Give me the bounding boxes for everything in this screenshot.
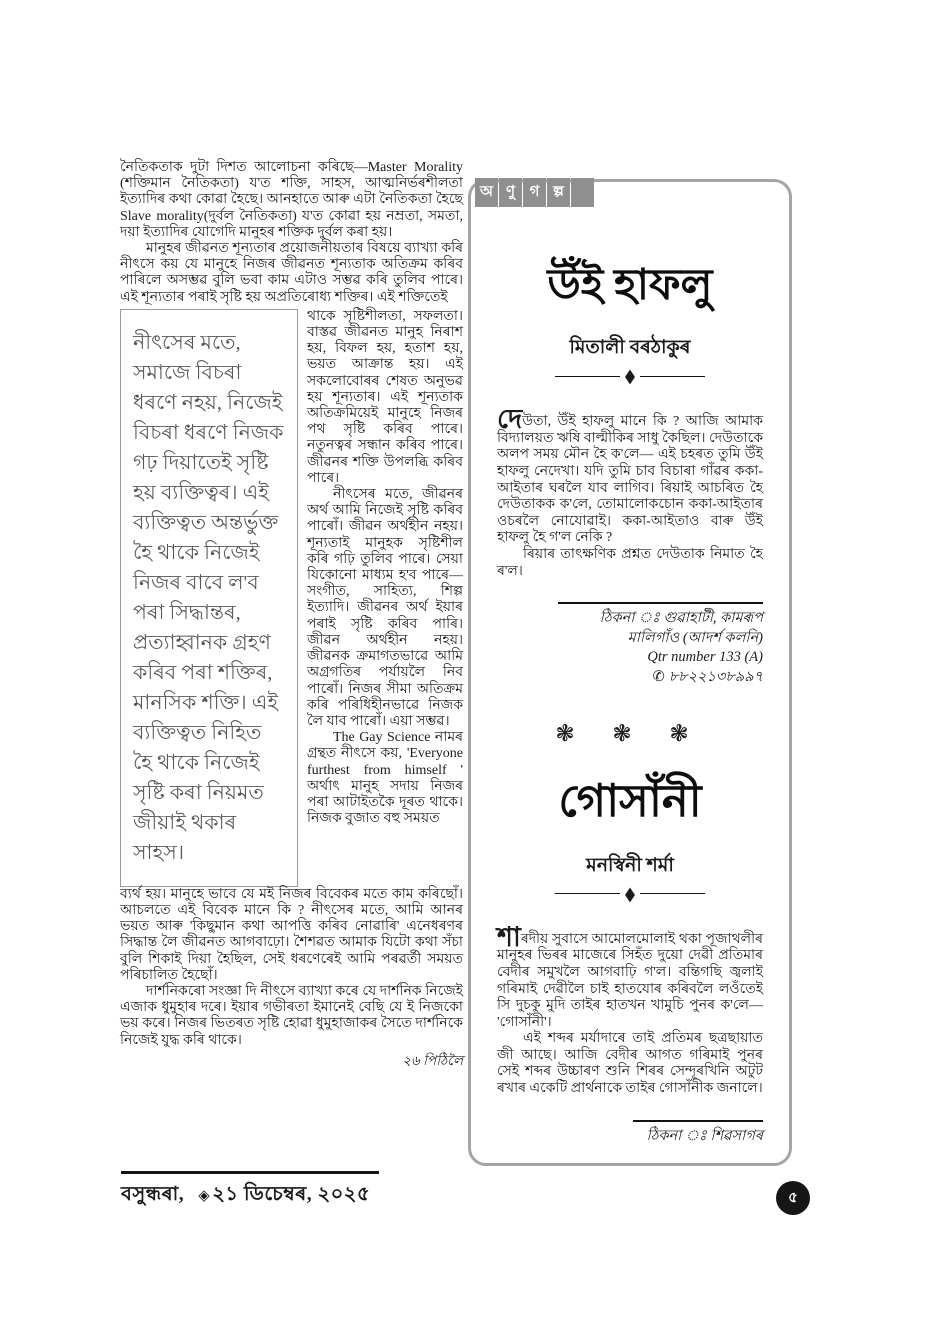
narrow-column: [307, 309, 463, 887]
author-address: [497, 1120, 763, 1147]
phone-number: ৮৮২২১৩৮৯৯৭: [668, 668, 763, 685]
story-body: [497, 404, 763, 580]
phone-icon: ✆: [652, 668, 665, 685]
drop-cap: দে: [497, 404, 523, 435]
section-tag-letter: ণু: [499, 178, 522, 207]
article-paragraph: মানুহৰ জীৱনত শূন্যতাৰ প্ৰয়োজনীয়তাৰ বিষয়ে ব্যাখ্যা কৰি নীৎসে কয় যে মানুহে নিজৰ জীৱনত শূন্যতাক অতিক্ৰম কৰিব পাৰিলে অসম্ভৱ বুলি ভবা কাম এটাও সম্ভৱ কৰি তুলিব পাৰে। এই শূন্যতাৰ পৰাই সৃষ্টি হয় অপ্ৰতিৰোধ্য শক্তিৰ। এই শক্তিতেই: [120, 241, 463, 305]
story-paragraph: [497, 921, 763, 1032]
page-footer: [121, 1171, 379, 1212]
article-middle-row: [120, 309, 463, 887]
story-paragraph: ৰিয়াৰ তাৎক্ষণিক প্ৰশ্নত দেউতাক নিমাত হৈ ৰ'ল।: [497, 547, 763, 579]
lead-text: উতা, উঁই হাফলু মানে কি ? আজি আমাক বিদ্যালয়ত ঋষি বাল্মীকিৰ সাধু কৈছিল। দেউতাকে অলপ সময় মৌন হৈ ক'লে— এই চহৰত তুমি উঁই হাফলু নেদেখা। যদি তুমি চাব বিচাৰা গাঁৱৰ ককা-আইতাৰ ঘৰলৈ যাব লাগিব। ৰিয়াই আচৰিত হৈ দেউতাকক ক'লে, তোমালোকচোন ককা-আইতাৰ ওচৰলৈ নোযোৱাই। ককা-আইতাও বাৰু উঁই হাফলু হৈ গ'ল নেকি ?: [497, 414, 763, 546]
phone-line: [497, 668, 763, 688]
diamond-ornament-icon: ◈: [198, 1188, 211, 1204]
diamond-icon: ◆: [625, 881, 635, 905]
section-tag-letter: অ: [475, 178, 498, 207]
section-tag-letter: ল্প: [547, 178, 570, 207]
article-paragraph: নৈতিকতাক দুটা দিশত আলোচনা কৰিছে—Master Morality (শক্তিমান নৈতিকতা) য'ত শক্তি, সাহস, আত্মনিৰ্ভৰশীলতা ইত্যাদিৰ কথা কোৱা হৈছে। আনহাতে আৰু এটা নৈতিকতা হৈছে Slave morality(দুৰ্বল নৈতিকতা) য'ত কোৱা হয় নম্ৰতা, সমতা, দয়া ইত্যাদিৰ যোগেদি মানুহৰ শক্তিক দুৰ্বল কৰা হয়।: [120, 160, 463, 240]
address-rule: [558, 602, 763, 604]
article-paragraph: দাৰ্শনিকৰো সংজ্ঞা দি নীৎসে ব্যাখ্যা কৰে যে দাৰ্শনিক নিজেই এজাক ধুমুহাৰ দৰে। ইয়াৰ গভীৰতা ইমানেই বেছি যে ই নিজকো ভয় কৰে। নিজৰ ভিতৰত সৃষ্টি হোৱা ধুমুহাজাকৰ সৈতে দাৰ্শনিকে নিজেই যুদ্ধ কৰি থাকে।: [120, 984, 463, 1048]
article-paragraph: The Gay Science নামৰ গ্ৰন্থত নীৎসে কয়, 'Everyone furthest from himself ' অৰ্থাৎ মানুহ সদায় নিজৰ পৰা আটাইতকৈ দূৰত থাকে। নিজক বুজাত বহু সময়ত: [307, 730, 463, 827]
left-article: [120, 160, 463, 1069]
story-panel: [468, 179, 792, 1166]
magazine-name: বসুন্ধৰা,: [121, 1184, 185, 1205]
diamond-icon: ◆: [625, 364, 635, 387]
author-address: [497, 602, 763, 687]
author-rule: [555, 364, 705, 387]
story-author: মিতালী বৰঠাকুৰ: [569, 337, 691, 359]
address-line: Qtr number 133 (A): [647, 649, 763, 666]
story-author: মনস্বিনী শৰ্মা: [586, 854, 674, 876]
address-rule: [633, 1120, 763, 1122]
page-number-badge: ৫: [776, 1181, 810, 1215]
address-line: ঠিকনা ঃ শিৱসাগৰ: [646, 1127, 763, 1144]
section-tag: [475, 178, 594, 207]
section-tag-letter: [571, 178, 594, 207]
section-tag-letter: গ: [523, 178, 546, 207]
story-title: গোসাঁনী: [558, 776, 702, 827]
author-rule: [555, 881, 705, 905]
lead-text: ৰদীয় সুবাসে আমোলমোলাই থকা পূজাথলীৰ মানুহৰ ভিৰৰ মাজেৰে সিহঁত দুয়ো দেৱী প্ৰতিমাৰ বেদীৰ সমুখলৈ আগবাঢ়ি গ'ল। বন্তিগছি জ্বলাই গৰিমাই দেৱীলৈ চাই হাতযোৰ কৰিবলৈ লওঁতেই সি দুচকু মুদি তাইৰ হাতখন খামুচি পুনৰ ক'লে— 'গোসাঁনী'।: [497, 931, 763, 1030]
issue-date: ২১ ডিচেম্বৰ, ২০২৫: [212, 1184, 371, 1205]
story-paragraph: [497, 404, 763, 547]
story-1: [497, 262, 763, 687]
story-paragraph: এই শব্দৰ মৰ্যাদাৰে তাই প্ৰতিমৰ ছত্ৰছায়াত জী আছে। আজি বেদীৰ আগত গৰিমাই পুনৰ সেই শব্দৰ উচ্চাৰণ শুনি শিৰৰ সেন্দূৰখিনি অটুট ৰখাৰ একেটি প্ৰাৰ্থনাকে তাইৰ গোসাঁনীক জনালে।: [497, 1031, 763, 1097]
article-paragraph: নীৎসেৰ মতে, জীৱনৰ অৰ্থ আমি নিজেই সৃষ্টি কৰিব পাৰোঁ। জীৱন অৰ্থহীন নহয়। শূন্যতাই মানুহক সৃষ্টিশীল কৰি গঢ়ি তুলিব পাৰে। সেয়া যিকোনো মাধ্যম হ'ব পাৰে— সংগীত, সাহিত্য, শিল্প ইত্যাদি। জীৱনৰ অৰ্থ ইয়াৰ পৰাই সৃষ্টি কৰিব পাৰি। জীৱন অৰ্থহীন নহয়। জীৱনক ক্ৰমাগতভাৱে আমি অগ্ৰগতিৰ পৰ্যায়লৈ নিব পাৰোঁ। নিজৰ সীমা অতিক্ৰম কৰি পৰিধিহীনভাৱে নিজক লৈ যাব পাৰোঁ। এয়া সম্ভৱ।: [307, 487, 463, 729]
address-line: মালিগাঁও (আদৰ্শ কলনি): [627, 629, 763, 646]
article-paragraph: থাকে সৃষ্টিশীলতা, সফলতা। বাস্তৱ জীৱনত মানুহ নিৰাশ হয়, বিফল হয়, হতাশ হয়, ভয়ত আক্ৰান্ত হয়। এই সকলোবোৰৰ শেষত অনুভৱ হয় শূন্যতাৰ। এই শূন্যতাক অতিক্ৰমিয়েই মানুহে নিজৰ পথ সৃষ্টি কৰিব পাৰে। নতুনত্বৰ সন্ধান কৰিব পাৰে। জীৱনৰ শক্তি উপলব্ধি কৰিব পাৰে।: [307, 308, 463, 486]
continuation-note: ২৬ পিঠিলৈ: [402, 1052, 463, 1068]
panel-content: [471, 262, 789, 1146]
drop-cap: শা: [497, 921, 521, 952]
story-title: উঁই হাফলু: [547, 262, 713, 309]
article-paragraph: ব্যৰ্থ হয়। মানুহে ভাবে যে মই নিজৰ বিবেকৰ মতে কাম কৰিছোঁ। আচলতে এই বিবেক মানে কি ? নীৎসেৰ মতে, আমি আনৰ ভয়ত আৰু 'কিছুমান কথা আপত্তি কৰিব নোৱাৰি' এনেধৰণৰ সিদ্ধান্ত লৈ জীৱনত আগবাঢ়ো। শৈশৱত আমাক যিটো কথা সঁচা বুলি শিকাই দিয়া হৈছিল, সেই ধৰণেৰেই আমি পৰৱৰ্তী সময়ত পৰিচালিত হৈছোঁ।: [120, 886, 463, 983]
address-line: ঠিকনা ঃ গুৱাহাটী, কামৰূপ: [599, 610, 763, 627]
flower-ornament-row: ❃ ❃ ❃: [555, 721, 705, 747]
story-body: [497, 921, 763, 1098]
story-2: [497, 777, 763, 1146]
pull-quote-box: নীৎসেৰ মতে, সমাজে বিচৰা ধৰণে নহয়, নিজেই বিচৰা ধৰণে নিজক গঢ় দিয়াতেই সৃষ্টি হয় ব্যক্তিত্বৰ। এই ব্যক্তিত্বত অন্তৰ্ভুক্ত হৈ থাকে নিজেই নিজৰ বাবে ল'ব পৰা সিদ্ধান্তৰ, প্ৰত্যাহ্বানক গ্ৰহণ কৰিব পৰা শক্তিৰ, মানসিক শক্তি। এই ব্যক্তিত্বত নিহিত হৈ থাকে নিজেই সৃষ্টি কৰা নিয়মত জীয়াই থকাৰ সাহস।: [120, 309, 298, 887]
